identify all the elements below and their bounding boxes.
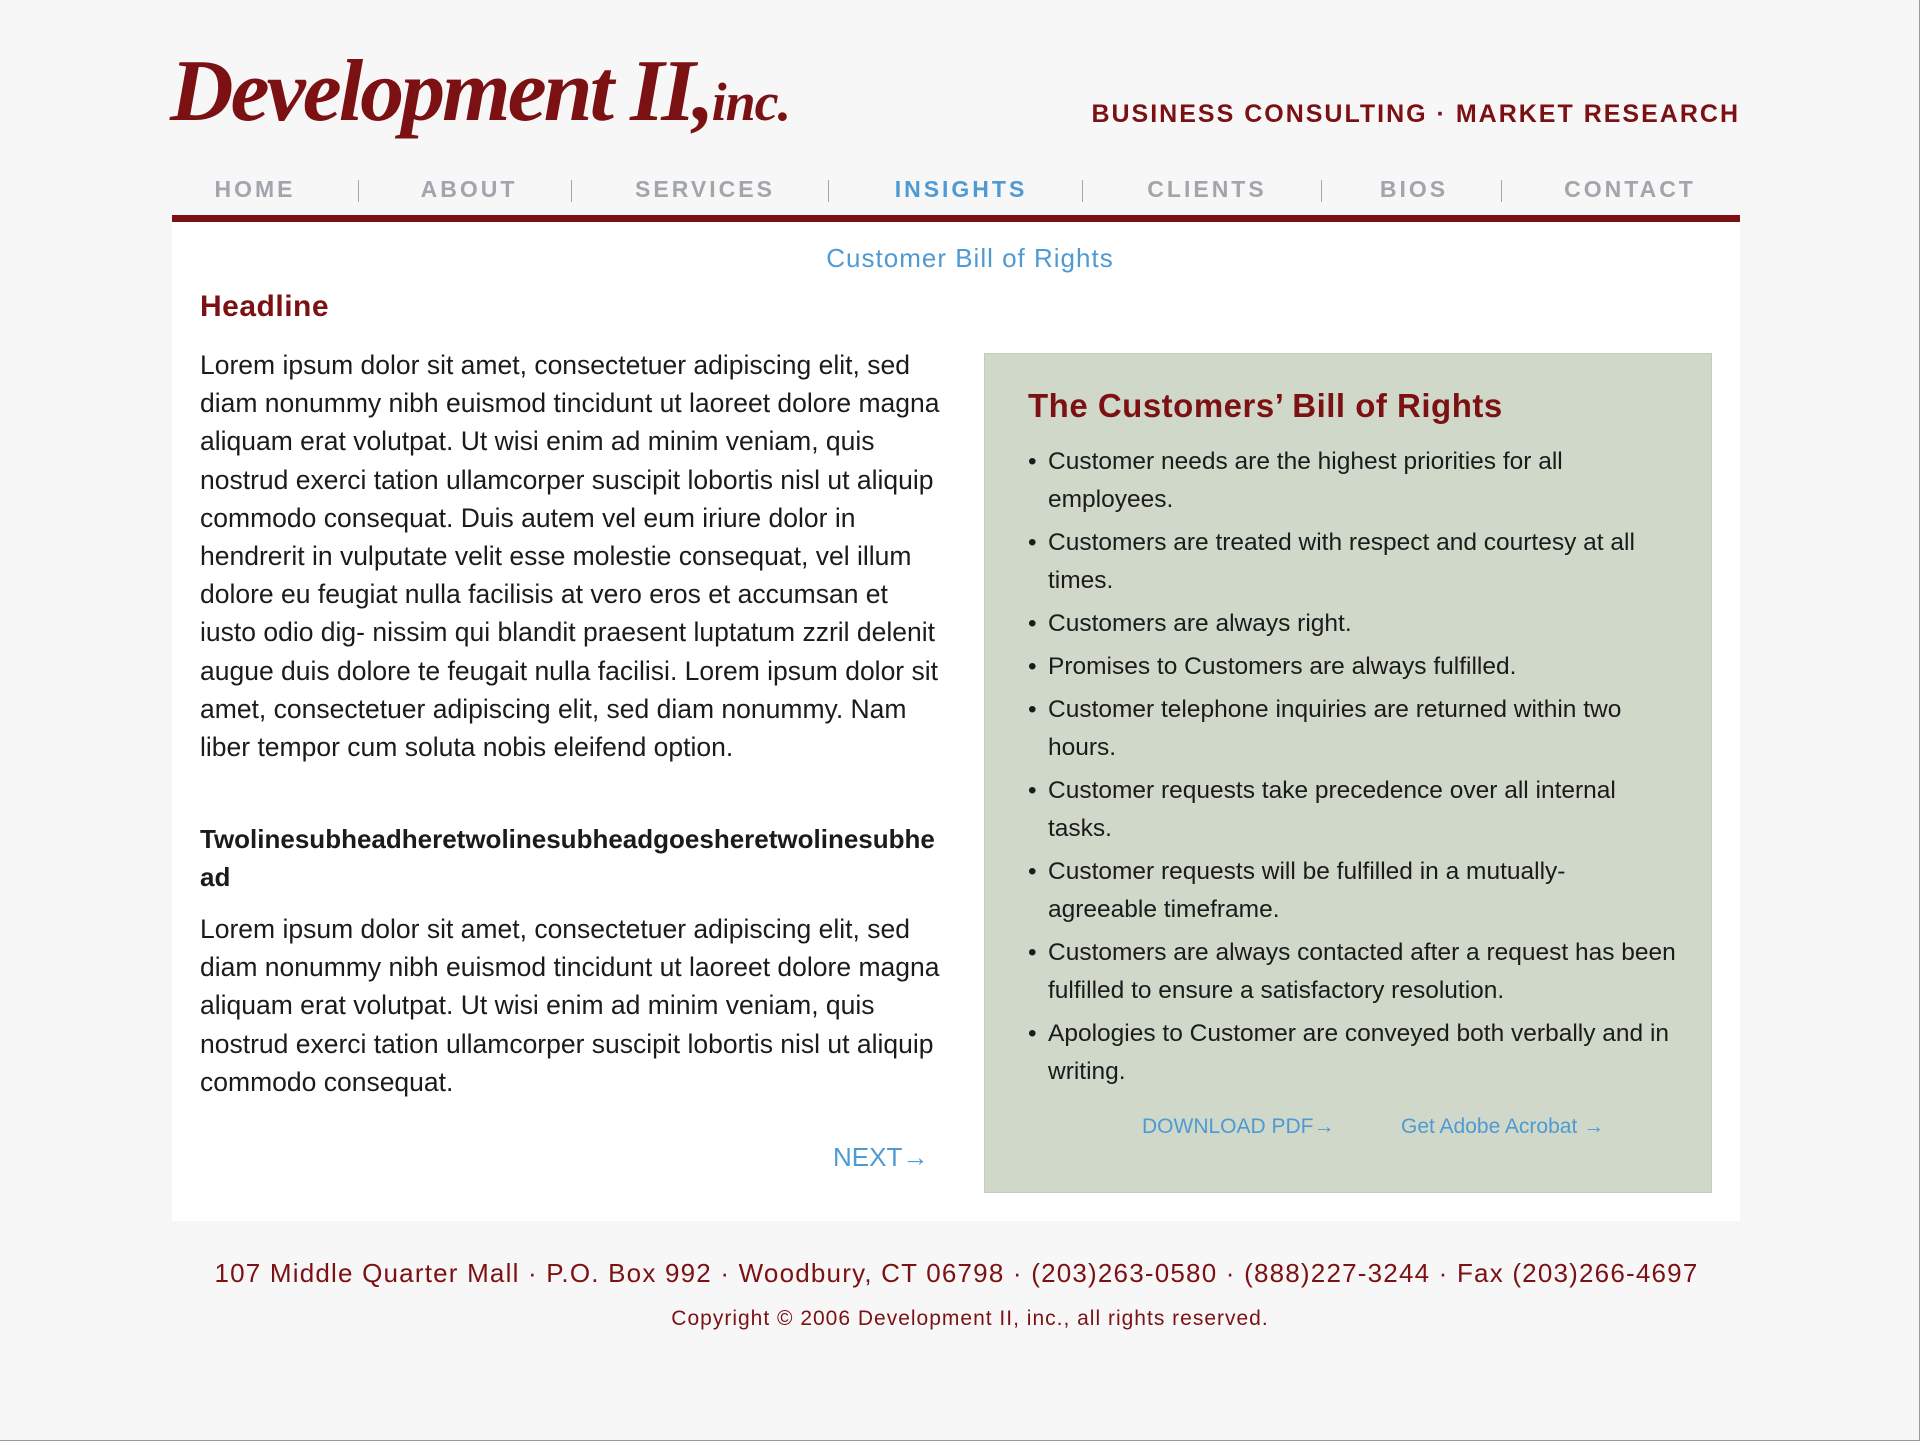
nav-separator — [358, 180, 359, 202]
list-item — [1028, 853, 1678, 929]
list-item-text: Customer needs are the highest priorities for all employees. — [1048, 448, 1563, 513]
nav-separator — [1082, 180, 1083, 202]
nav-separator — [828, 180, 829, 202]
nav-separator — [1501, 180, 1502, 202]
list-item-text: Customer requests take precedence over all internal tasks. — [1048, 777, 1616, 842]
bullet-icon: • — [1028, 939, 1037, 966]
list-item — [1028, 772, 1678, 848]
list-item-text: Customer requests will be fulfilled in a mutually- agreeable timeframe. — [1048, 858, 1566, 923]
main-nav — [172, 176, 1740, 210]
page-headline: Headline — [200, 290, 330, 323]
bill-of-rights-title: The Customers’ Bill of Rights — [1028, 387, 1503, 424]
next-link[interactable]: NEXT→ — [833, 1142, 929, 1172]
list-item — [1028, 1015, 1678, 1091]
list-item-text: Customers are treated with respect and courtesy at all times. — [1048, 529, 1635, 594]
download-links — [984, 1115, 1712, 1145]
article-subhead: Twolinesubheadheretwolinesubheadgoesheretwolinesubhead — [200, 824, 935, 892]
list-item — [1028, 605, 1678, 643]
nav-item-clients[interactable]: CLIENTS — [1147, 176, 1267, 202]
list-item-text: Customer telephone inquiries are returned within two hours. — [1048, 696, 1622, 761]
download-pdf-link[interactable]: DOWNLOAD PDF→ — [1142, 1115, 1335, 1138]
list-item-text: Promises to Customers are always fulfilled. — [1048, 653, 1517, 680]
nav-item-services[interactable]: SERVICES — [635, 176, 775, 202]
nav-item-bios[interactable]: BIOS — [1379, 176, 1449, 202]
bullet-icon: • — [1028, 1020, 1037, 1047]
company-logo[interactable] — [170, 43, 791, 140]
bill-of-rights-list — [1028, 443, 1678, 1096]
list-item-text: Apologies to Customer are conveyed both verbally and in writing. — [1048, 1020, 1670, 1085]
bullet-icon: • — [1028, 858, 1037, 885]
nav-item-contact[interactable]: CONTACT — [1564, 176, 1696, 202]
bill-of-rights-panel — [984, 353, 1712, 1193]
list-item — [1028, 934, 1678, 1010]
list-item-text: Customers are always contacted after a request has been fulfilled to ensure a satisfactory resolution. — [1048, 939, 1676, 1004]
bullet-icon: • — [1028, 529, 1037, 556]
list-item — [1028, 648, 1678, 686]
logo-main-text: Development II, — [170, 43, 712, 140]
nav-item-insights[interactable]: INSIGHTS — [894, 176, 1028, 202]
logo-suffix-text: inc. — [711, 72, 791, 132]
nav-item-about[interactable]: ABOUT — [420, 176, 518, 202]
get-adobe-acrobat-link[interactable]: Get Adobe Acrobat → — [1401, 1115, 1605, 1138]
nav-underline-rule — [172, 215, 1740, 222]
article-paragraph-1: Lorem ipsum dolor sit amet, consectetuer adipiscing elit, sed diam nonummy nibh euismod tincidunt ut laoreet dolore magna aliquam erat volutpat. Ut wisi enim ad minim veniam, quis nostrud exerci tation ullamcorper suscipit lobortis nisl ut aliquip commodo consequat. Duis autem vel eum iriure dolor in hendrerit in vulputate velit esse molestie consequat, vel illum dolore eu feugiat nulla facilisis at vero eros et accumsan et iusto odio dig- nissim qui blandit praesent luptatum zzril delenit augue duis dolore te feugait nulla facilisi. Lorem ipsum dolor sit amet, consectetuer adipiscing elit, sed diam nonummy. Nam liber tempor cum soluta nobis eleifend option. — [200, 350, 940, 763]
article-paragraph-2: Lorem ipsum dolor sit amet, consectetuer adipiscing elit, sed diam nonummy nibh euismod tincidunt ut laoreet dolore magna aliquam erat volutpat. Ut wisi enim ad minim veniam, quis nostrud exerci tation ullamcorper suscipit lobortis nisl ut aliquip commodo consequat. — [200, 914, 940, 1097]
footer-address: 107 Middle Quarter Mall · P.O. Box 992 · Woodbury, CT 06798 · (203)263-0580 · (888)227-3244 · Fax (203)266-4697 — [214, 1258, 1699, 1288]
bullet-icon: • — [1028, 610, 1037, 637]
footer-copyright: Copyright © 2006 Development II, inc., all rights reserved. — [671, 1307, 1269, 1330]
list-item — [1028, 443, 1678, 519]
bullet-icon: • — [1028, 653, 1037, 680]
list-item — [1028, 691, 1678, 767]
list-item — [1028, 524, 1678, 600]
bullet-icon: • — [1028, 696, 1037, 723]
nav-separator — [1321, 180, 1322, 202]
nav-separator — [571, 180, 572, 202]
nav-item-home[interactable]: HOME — [214, 176, 296, 202]
list-item-text: Customers are always right. — [1048, 610, 1352, 637]
breadcrumb[interactable]: Customer Bill of Rights — [826, 243, 1114, 273]
tagline: BUSINESS CONSULTING · MARKET RESEARCH — [1091, 100, 1740, 128]
bullet-icon: • — [1028, 448, 1037, 475]
bullet-icon: • — [1028, 777, 1037, 804]
